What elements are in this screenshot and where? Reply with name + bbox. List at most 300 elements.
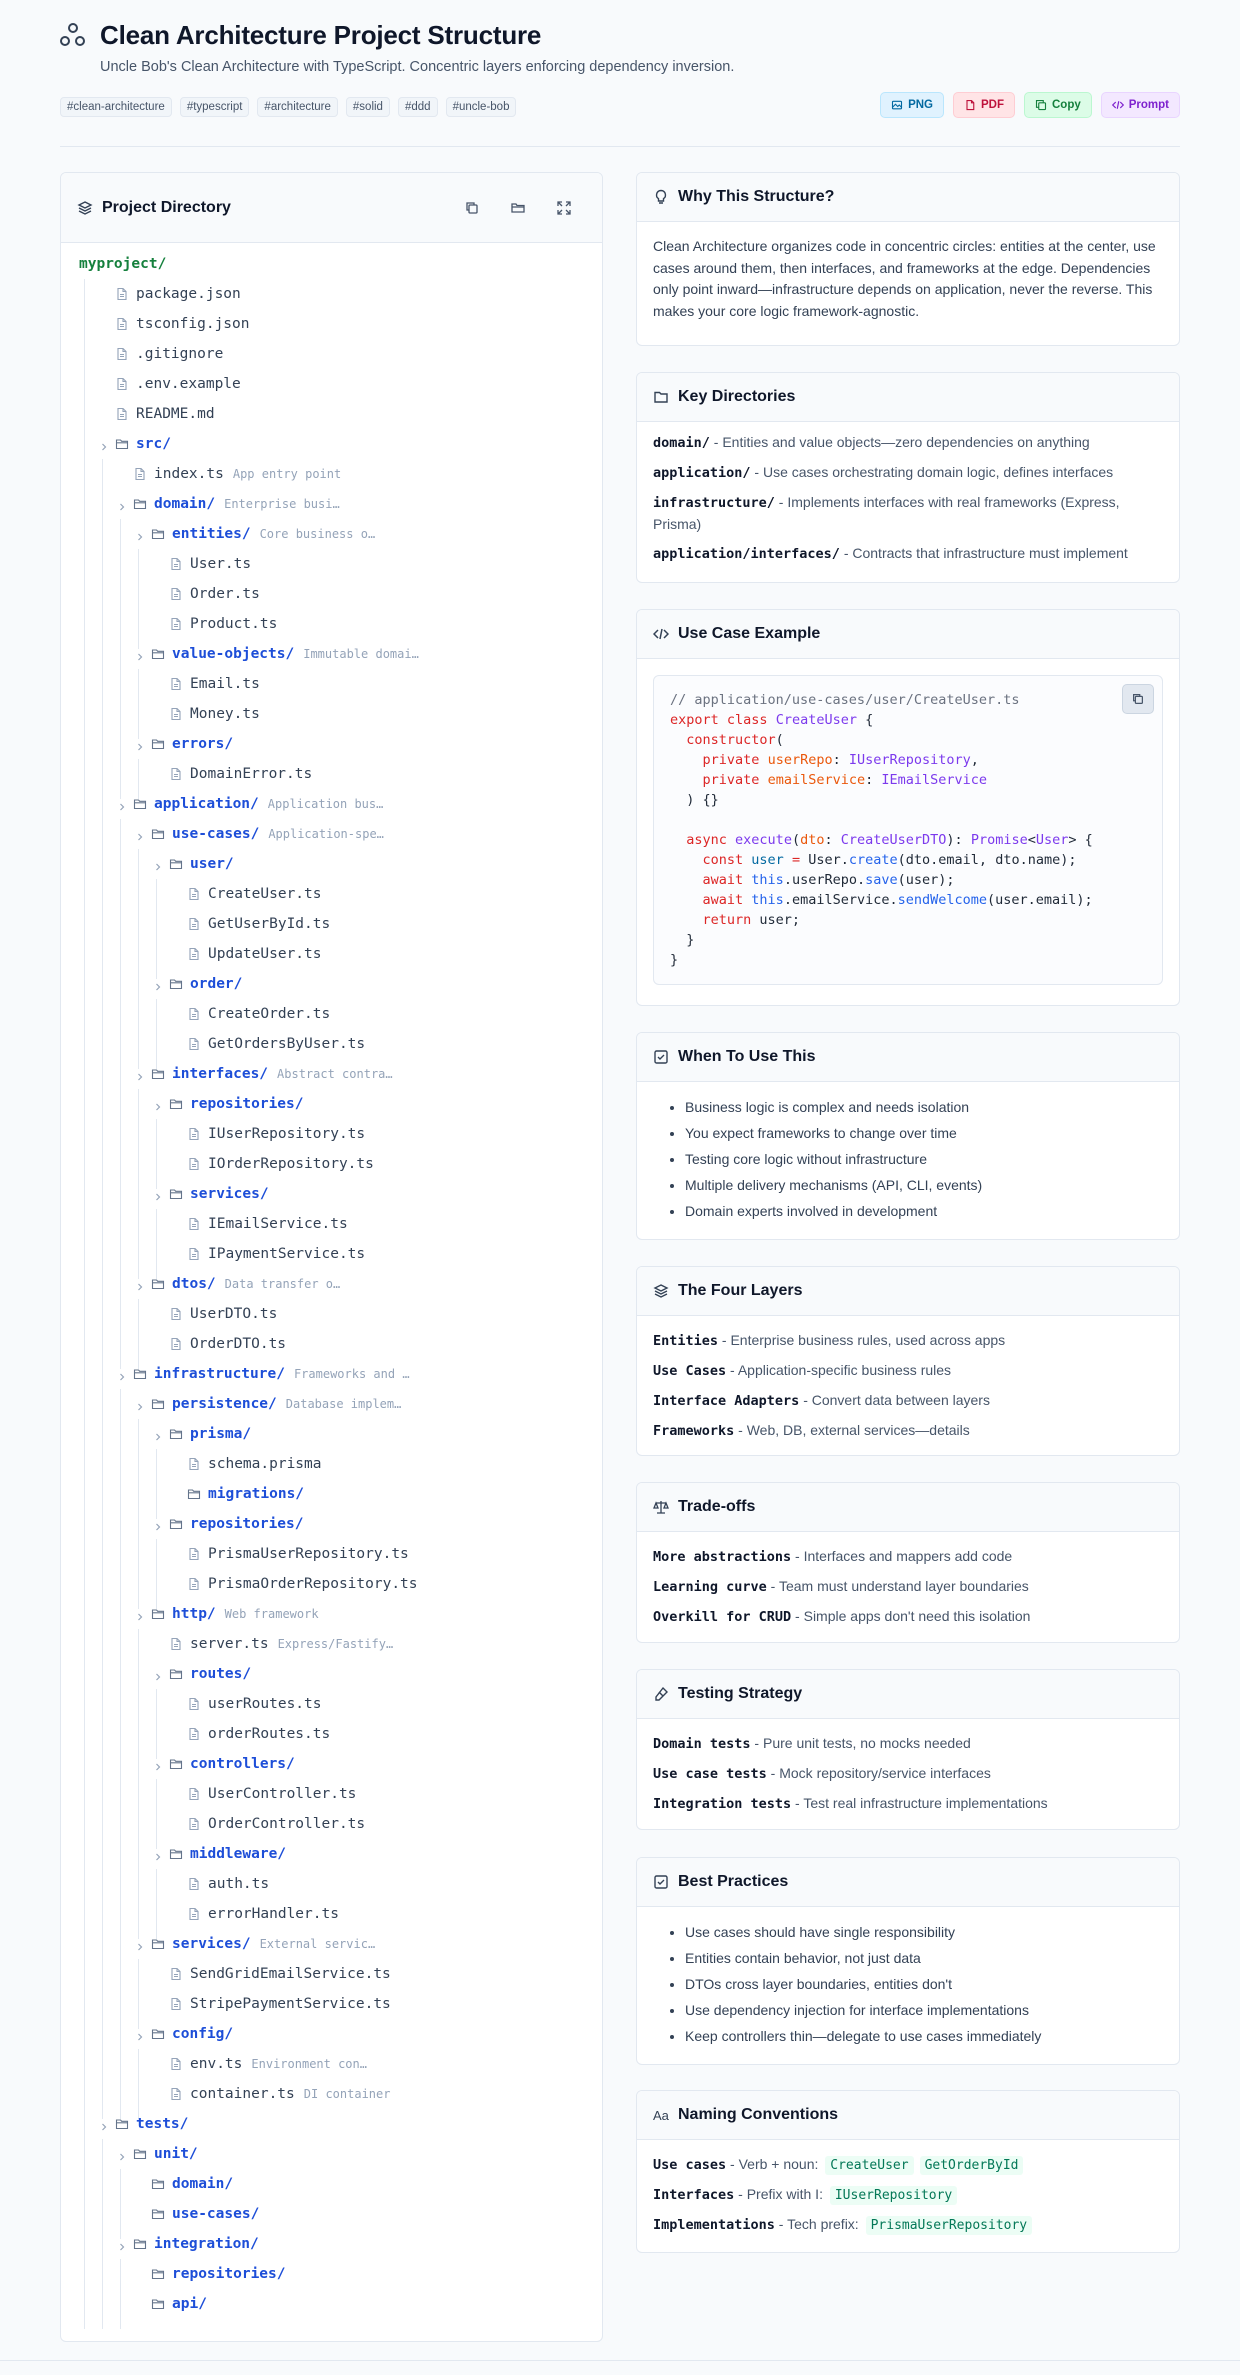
tree-item-name: package.json	[136, 286, 241, 302]
chevron-right-icon[interactable]	[117, 2239, 127, 2249]
tree-item-name: user/	[190, 856, 234, 872]
folder-icon	[133, 2237, 147, 2251]
tree-item-name: use-cases/	[172, 826, 260, 842]
tag[interactable]: #clean-architecture	[60, 97, 172, 117]
tree-item-name: errors/	[172, 736, 234, 752]
testing-item	[653, 1729, 1163, 1759]
tree-folder-item[interactable]	[151, 1389, 401, 1419]
tree-file-item[interactable]	[187, 999, 330, 1029]
tree-file-item[interactable]	[169, 579, 260, 609]
tree-folder-item[interactable]	[187, 1479, 304, 1509]
card-title: Trade-offs	[678, 1498, 756, 1515]
key-directories-card	[636, 372, 1180, 583]
file-icon	[187, 1787, 201, 1801]
tree-item-name: GetUserById.ts	[208, 916, 331, 932]
card-title: Naming Conventions	[678, 2106, 839, 2123]
tree-root-folder[interactable]	[79, 249, 166, 279]
description: - Interfaces and mappers add code	[791, 1548, 1013, 1564]
tree-file-item[interactable]	[169, 1959, 391, 1989]
code-example: CreateUser	[825, 2156, 913, 2175]
tree-item-name: interfaces/	[172, 1066, 269, 1082]
tree-folder-item[interactable]	[169, 849, 234, 879]
copy-icon	[1035, 99, 1047, 111]
layers-icon	[77, 200, 93, 216]
tree-guide-line	[120, 519, 121, 799]
chevron-right-icon[interactable]	[153, 1429, 163, 1439]
chevron-right-icon[interactable]	[153, 1519, 163, 1529]
tree-file-item[interactable]	[169, 699, 260, 729]
tree-item-name: tsconfig.json	[136, 316, 250, 332]
header-divider	[60, 146, 1180, 147]
tree-item-name: api/	[172, 2296, 207, 2312]
tree-item-name: value-objects/	[172, 646, 295, 662]
tree-guide-line	[120, 2169, 121, 2239]
tree-item-comment: External servic…	[259, 1937, 376, 1951]
layers-list	[637, 1316, 1179, 1456]
copy-button[interactable]: Copy	[1024, 92, 1092, 118]
code-icon	[653, 626, 669, 642]
folder-icon	[169, 1847, 183, 1861]
tree-item-comment: Application-spe…	[268, 827, 384, 841]
tree-file-item[interactable]	[169, 759, 312, 789]
folder-icon	[151, 2027, 165, 2041]
folder-icon	[169, 1427, 183, 1441]
tree-guide-line	[138, 669, 139, 739]
file-icon	[169, 677, 183, 691]
tree-folder-item[interactable]	[151, 639, 419, 669]
file-icon	[169, 1967, 183, 1981]
term: Use Cases	[653, 1363, 727, 1379]
prompt-button[interactable]: Prompt	[1101, 92, 1180, 118]
tree-item-name: Product.ts	[190, 616, 278, 632]
key-directory-item	[653, 543, 1163, 565]
tree-item-name: env.ts	[190, 2056, 243, 2072]
file-icon	[187, 1727, 201, 1741]
copy-code-button[interactable]	[1122, 684, 1154, 714]
card-title: Use Case Example	[678, 625, 821, 642]
why-card	[636, 172, 1180, 346]
tree-guide-line	[156, 1119, 157, 1189]
trade-off-item	[653, 1572, 1163, 1602]
tree-folder-item[interactable]	[151, 2259, 286, 2289]
tree-item-comment: Immutable domai…	[303, 647, 419, 661]
term: Domain tests	[653, 1736, 751, 1752]
tree-item-name: SendGridEmailService.ts	[190, 1966, 391, 1982]
trade-off-item	[653, 1542, 1163, 1572]
description: - Implements interfaces with real frameworks (Express, Prisma)	[653, 494, 1120, 532]
tree-item-name: unit/	[154, 2146, 198, 2162]
tree-file-item[interactable]	[115, 369, 241, 399]
file-icon	[169, 1337, 183, 1351]
naming-item	[653, 2210, 1163, 2240]
chevron-right-icon[interactable]	[99, 2119, 109, 2129]
tree-item-comment: DI container	[303, 2087, 391, 2101]
key-directory-item	[653, 492, 1163, 535]
tree-item-name: Order.ts	[190, 586, 260, 602]
tree-folder-item[interactable]	[151, 1059, 393, 1089]
tree-folder-item[interactable]	[133, 789, 383, 819]
tree-folder-item[interactable]	[151, 729, 233, 759]
copy-icon	[1131, 692, 1145, 706]
best-practices-card	[636, 1857, 1180, 2065]
term: application/	[653, 465, 751, 481]
chevron-right-icon[interactable]	[135, 739, 145, 749]
file-icon	[169, 557, 183, 571]
tree-file-item[interactable]	[169, 669, 260, 699]
tree-item-comment: Core business o…	[259, 527, 376, 541]
folder-icon	[151, 1937, 165, 1951]
tree-item-comment: Web framework	[224, 1607, 319, 1621]
tree-item-comment: App entry point	[232, 467, 342, 481]
folder-icon	[115, 437, 129, 451]
tree-item-name: migrations/	[208, 1486, 305, 1502]
chevron-right-icon[interactable]	[135, 1939, 145, 1949]
folder-icon	[169, 1097, 183, 1111]
chevron-right-icon[interactable]	[153, 859, 163, 869]
tag[interactable]: #ddd	[398, 97, 438, 117]
term: Use cases	[653, 2157, 727, 2173]
term: Interfaces	[653, 2187, 735, 2203]
tree-item-name: routes/	[190, 1666, 252, 1682]
tree-file-item[interactable]	[169, 609, 277, 639]
tag[interactable]: #typescript	[180, 97, 250, 117]
expand-icon[interactable]	[556, 200, 572, 216]
tree-item-name: errorHandler.ts	[208, 1906, 339, 1922]
tree-file-item[interactable]	[187, 1539, 409, 1569]
chevron-right-icon[interactable]	[153, 1849, 163, 1859]
file-icon	[115, 347, 129, 361]
tree-folder-item[interactable]	[169, 1839, 286, 1869]
chevron-right-icon[interactable]	[153, 979, 163, 989]
project-directory-panel	[60, 172, 603, 2342]
file-icon	[187, 1547, 201, 1561]
tree-folder-item[interactable]	[169, 1089, 304, 1119]
file-icon	[187, 1457, 201, 1471]
term: Integration tests	[653, 1796, 792, 1812]
folder-icon	[151, 1607, 165, 1621]
tree-file-item[interactable]	[169, 1629, 393, 1659]
when-item: • Business logic is complex and needs isolation	[685, 1094, 1163, 1120]
tag[interactable]: #solid	[346, 97, 390, 117]
tree-file-item[interactable]	[169, 2049, 367, 2079]
when-item: • You expect frameworks to change over time	[685, 1120, 1163, 1146]
folder-icon	[133, 497, 147, 511]
tree-item-name: config/	[172, 2026, 234, 2042]
tree-item-comment: Express/Fastify…	[277, 1637, 394, 1651]
tree-folder-item[interactable]	[151, 1269, 340, 1299]
tree-guide-line	[138, 1629, 139, 1939]
tree-folder-item[interactable]	[151, 519, 375, 549]
four-layers-card	[636, 1266, 1180, 1456]
file-icon	[169, 1997, 183, 2011]
tree-item-name: middleware/	[190, 1846, 287, 1862]
testing-item	[653, 1789, 1163, 1819]
tree-file-item[interactable]	[169, 549, 251, 579]
file-icon	[169, 1637, 183, 1651]
chevron-right-icon[interactable]	[135, 1609, 145, 1619]
tree-file-item[interactable]	[187, 1719, 330, 1749]
tree-item-name: http/	[172, 1606, 216, 1622]
tree-folder-item[interactable]	[115, 2109, 188, 2139]
trade-off-item	[653, 1602, 1163, 1632]
term: application/interfaces/	[653, 546, 840, 562]
tree-file-item[interactable]	[187, 1239, 365, 1269]
term: Entities	[653, 1333, 719, 1349]
tree-folder-item[interactable]	[169, 1419, 251, 1449]
trade-offs-list	[637, 1532, 1179, 1643]
file-icon	[187, 947, 201, 961]
tree-item-name: entities/	[172, 526, 251, 542]
tree-item-name: CreateUser.ts	[208, 886, 322, 902]
tree-folder-item[interactable]	[133, 2229, 259, 2259]
folder-icon	[151, 2267, 165, 2281]
page-title: Clean Architecture Project Structure	[100, 20, 542, 50]
tree-item-name: .gitignore	[136, 346, 224, 362]
tree-item-name: controllers/	[190, 1756, 295, 1772]
tree-item-name: repositories/	[172, 2266, 286, 2282]
tree-item-name: container.ts	[190, 2086, 295, 2102]
file-icon	[187, 1037, 201, 1051]
tree-file-item[interactable]	[187, 939, 322, 969]
testing-strategy-card	[636, 1669, 1180, 1830]
tree-item-name: tests/	[136, 2116, 189, 2132]
tree-folder-item[interactable]	[115, 429, 171, 459]
tree-file-item[interactable]	[187, 1029, 365, 1059]
file-icon	[115, 317, 129, 331]
naming-item	[653, 2180, 1163, 2210]
when-list	[653, 1094, 1163, 1224]
tree-file-item[interactable]	[115, 279, 241, 309]
tree-file-item[interactable]	[187, 1869, 269, 1899]
tree-folder-item[interactable]	[151, 2289, 207, 2319]
chevron-right-icon[interactable]	[135, 829, 145, 839]
tree-item-name: schema.prisma	[208, 1456, 322, 1472]
tree-file-item[interactable]	[187, 1149, 374, 1179]
term: domain/	[653, 435, 710, 451]
when-to-use-card	[636, 1032, 1180, 1240]
file-icon	[169, 587, 183, 601]
folder-icon	[151, 827, 165, 841]
file-icon	[187, 917, 201, 931]
chevron-right-icon[interactable]	[135, 2029, 145, 2039]
tree-folder-item[interactable]	[169, 1659, 251, 1689]
chevron-right-icon[interactable]	[153, 1669, 163, 1679]
card-title: Best Practices	[678, 1873, 789, 1890]
tree-item-name: src/	[136, 436, 171, 452]
chevron-right-icon[interactable]	[153, 1189, 163, 1199]
tree-item-name: GetOrdersByUser.ts	[208, 1036, 366, 1052]
when-item: • Multiple delivery mechanisms (API, CLI, events)	[685, 1172, 1163, 1198]
tree-item-name: repositories/	[190, 1516, 304, 1532]
chevron-right-icon[interactable]	[135, 1279, 145, 1289]
file-icon	[187, 1697, 201, 1711]
tree-folder-item[interactable]	[151, 819, 384, 849]
tree-item-name: IUserRepository.ts	[208, 1126, 366, 1142]
tree-file-item[interactable]	[187, 1899, 339, 1929]
tree-item-name: User.ts	[190, 556, 252, 572]
copy-icon[interactable]	[464, 200, 480, 216]
tree-item-name: IPaymentService.ts	[208, 1246, 366, 1262]
folder-icon	[151, 1397, 165, 1411]
tree-item-name: UserDTO.ts	[190, 1306, 278, 1322]
folder-icon	[151, 647, 165, 661]
tag[interactable]: #uncle-bob	[446, 97, 517, 117]
chevron-right-icon[interactable]	[117, 1369, 127, 1379]
tree-item-name: PrismaOrderRepository.ts	[208, 1576, 418, 1592]
tree-file-item[interactable]	[169, 1989, 391, 2019]
page-header	[60, 20, 1180, 75]
tree-file-item[interactable]	[187, 1119, 365, 1149]
layer-item	[653, 1416, 1163, 1446]
tree-folder-item[interactable]	[133, 489, 340, 519]
tree-file-item[interactable]	[187, 1209, 348, 1239]
tree-file-item[interactable]	[187, 1779, 356, 1809]
tree-file-item[interactable]	[115, 399, 215, 429]
layers-icon	[653, 1283, 669, 1299]
testing-list	[637, 1719, 1179, 1830]
trade-offs-card	[636, 1482, 1180, 1643]
best-practice-item: • Use dependency injection for interface implementations	[685, 1997, 1163, 2023]
file-icon	[169, 707, 183, 721]
folder-icon	[169, 1667, 183, 1681]
key-directory-item	[653, 432, 1163, 454]
png-button[interactable]: PNG	[880, 92, 944, 118]
folder-icon	[133, 797, 147, 811]
chevron-right-icon[interactable]	[117, 799, 127, 809]
checkbox-icon	[653, 1874, 669, 1890]
document-icon	[964, 99, 976, 111]
tree-item-name: Money.ts	[190, 706, 260, 722]
chevron-right-icon[interactable]	[99, 439, 109, 449]
chevron-right-icon[interactable]	[135, 529, 145, 539]
tree-item-name: order/	[190, 976, 243, 992]
tree-folder-item[interactable]	[169, 1179, 269, 1209]
file-icon	[187, 1157, 201, 1171]
folder-icon	[169, 1187, 183, 1201]
tag-list	[60, 97, 516, 117]
pdf-button[interactable]: PDF	[953, 92, 1015, 118]
tree-folder-item[interactable]	[151, 1599, 319, 1629]
description: - Prefix with I:	[734, 2186, 827, 2202]
tree-folder-item[interactable]	[169, 1509, 304, 1539]
tree-file-item[interactable]	[187, 1809, 365, 1839]
tree-item-name: .env.example	[136, 376, 241, 392]
testing-item	[653, 1759, 1163, 1789]
naming-conventions-card	[636, 2090, 1180, 2253]
tree-file-item[interactable]	[169, 2079, 390, 2109]
tree-item-name: userRoutes.ts	[208, 1696, 322, 1712]
chevron-right-icon[interactable]	[153, 1759, 163, 1769]
description: - Team must understand layer boundaries	[766, 1578, 1029, 1594]
chevron-right-icon[interactable]	[135, 1399, 145, 1409]
export-actions	[880, 92, 1180, 118]
file-icon	[187, 1577, 201, 1591]
tree-item-name: Email.ts	[190, 676, 260, 692]
tree-item-name: use-cases/	[172, 2206, 260, 2222]
card-title: The Four Layers	[678, 1282, 803, 1299]
chevron-right-icon[interactable]	[135, 649, 145, 659]
card-title: Why This Structure?	[678, 188, 835, 205]
tree-folder-item[interactable]	[133, 2139, 198, 2169]
folder-icon	[115, 2117, 129, 2131]
tree-file-item[interactable]	[115, 309, 250, 339]
term: infrastructure/	[653, 495, 775, 511]
term: Frameworks	[653, 1423, 735, 1439]
architecture-logo-icon	[60, 23, 86, 49]
tree-folder-item[interactable]	[151, 2199, 259, 2229]
best-practices-list	[653, 1919, 1163, 2049]
file-icon	[187, 1217, 201, 1231]
file-icon	[115, 407, 129, 421]
card-title: Testing Strategy	[678, 1685, 803, 1702]
chevron-right-icon[interactable]	[135, 1069, 145, 1079]
tag[interactable]: #architecture	[257, 97, 337, 117]
chevron-right-icon[interactable]	[153, 1099, 163, 1109]
tree-item-name: PrismaUserRepository.ts	[208, 1546, 409, 1562]
description: - Mock repository/service interfaces	[766, 1765, 991, 1781]
tree-item-comment: Abstract contra…	[277, 1067, 393, 1081]
tree-item-name: domain/	[154, 496, 216, 512]
file-icon	[187, 1007, 201, 1021]
tree-item-name: domain/	[172, 2176, 234, 2192]
term: Interface Adapters	[653, 1393, 800, 1409]
file-icon	[115, 287, 129, 301]
description: - Verb + noun:	[726, 2156, 823, 2172]
tree-guide-line	[120, 819, 121, 1369]
tree-file-item[interactable]	[133, 459, 341, 489]
tree-file-item[interactable]	[187, 1449, 322, 1479]
description: - Application-specific business rules	[726, 1362, 952, 1378]
tree-item-comment: Enterprise busi…	[224, 497, 340, 511]
best-practice-item: • Keep controllers thin—delegate to use cases immediately	[685, 2023, 1163, 2049]
tree-item-name: DomainError.ts	[190, 766, 313, 782]
scale-icon	[653, 1499, 669, 1515]
tree-folder-item[interactable]	[133, 1359, 410, 1389]
tree-folder-item[interactable]	[151, 2019, 233, 2049]
tree-file-item[interactable]	[187, 1689, 322, 1719]
tree-guide-line	[102, 459, 103, 2119]
tree-file-item[interactable]	[187, 909, 330, 939]
tree-folder-item[interactable]	[151, 2169, 233, 2199]
code-block	[653, 675, 1163, 985]
tree-file-item[interactable]	[187, 879, 322, 909]
tree-item-name: prisma/	[190, 1426, 252, 1442]
tree-guide-line	[120, 1389, 121, 2119]
tree-item-comment: Environment con…	[251, 2057, 367, 2071]
tree-folder-item[interactable]	[169, 1749, 295, 1779]
tree-item-name: orderRoutes.ts	[208, 1726, 331, 1742]
tree-folder-item[interactable]	[151, 1929, 375, 1959]
file-icon	[187, 887, 201, 901]
tree-file-item[interactable]	[187, 1569, 418, 1599]
folder-icon	[169, 977, 183, 991]
tree-item-name: UpdateUser.ts	[208, 946, 322, 962]
key-directory-item	[653, 462, 1163, 484]
tree-file-item[interactable]	[169, 1329, 286, 1359]
folder-open-icon[interactable]	[510, 200, 526, 216]
tree-folder-item[interactable]	[169, 969, 242, 999]
when-item: • Domain experts involved in development	[685, 1198, 1163, 1224]
card-title: Key Directories	[678, 388, 796, 405]
folder-icon	[151, 1277, 165, 1291]
tree-file-item[interactable]	[115, 339, 223, 369]
tree-file-item[interactable]	[169, 1299, 277, 1329]
code-icon	[1112, 99, 1124, 111]
code-example: GetOrderById	[920, 2156, 1024, 2175]
chevron-right-icon[interactable]	[117, 2149, 127, 2159]
chevron-right-icon[interactable]	[117, 499, 127, 509]
folder-icon	[133, 1367, 147, 1381]
